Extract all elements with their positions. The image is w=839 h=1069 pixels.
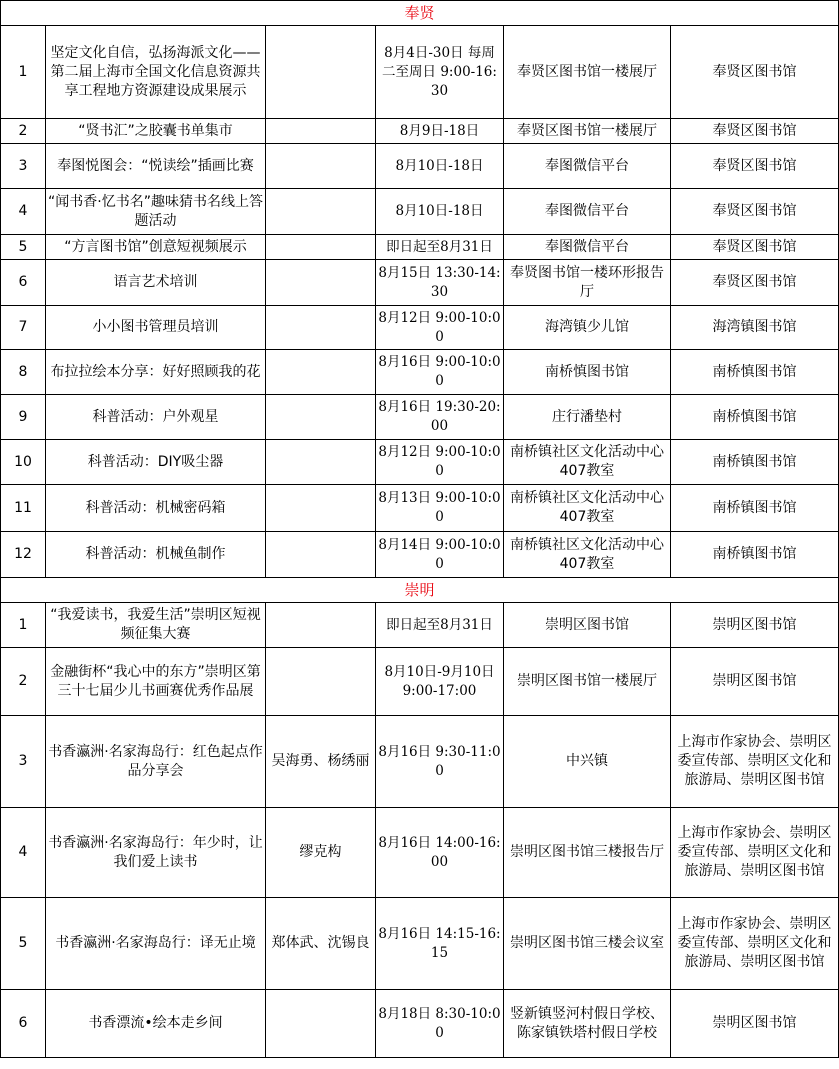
event-organizer: 南桥镇图书馆 [671,485,839,532]
event-venue: 崇明区图书馆三楼会议室 [504,898,671,990]
row-number: 5 [1,898,46,990]
event-organizer: 奉贤区图书馆 [671,235,839,260]
row-number: 1 [1,26,46,119]
event-speaker [266,990,376,1058]
event-speaker [266,119,376,144]
event-organizer: 崇明区图书馆 [671,990,839,1058]
row-number: 4 [1,808,46,898]
event-time: 即日起至8月31日 [376,235,504,260]
event-venue: 南桥镇社区文化活动中心407教室 [504,485,671,532]
event-time: 8月9日-18日 [376,119,504,144]
table-row [1,144,839,189]
event-name: 书香漂流•绘本走乡间 [46,990,266,1058]
event-venue: 南桥镇社区文化活动中心407教室 [504,440,671,485]
row-number: 4 [1,189,46,235]
event-venue: 崇明区图书馆三楼报告厅 [504,808,671,898]
event-organizer: 崇明区图书馆 [671,648,839,716]
event-organizer: 奉贤区图书馆 [671,26,839,119]
event-speaker [266,485,376,532]
event-venue: 南桥慎图书馆 [504,350,671,395]
row-number: 1 [1,603,46,648]
event-time: 8月10日-18日 [376,189,504,235]
event-name: 奉图悦图会：“悦读绘”插画比赛 [46,144,266,189]
event-venue: 南桥镇社区文化活动中心407教室 [504,532,671,578]
event-time: 8月4日-30日 每周二至周日 9:00-16:30 [376,26,504,119]
row-number: 7 [1,306,46,350]
event-time: 8月16日 14:00-16:00 [376,808,504,898]
event-time: 8月10日-18日 [376,144,504,189]
table-row [1,990,839,1058]
row-number: 3 [1,144,46,189]
table-row [1,395,839,440]
event-name: 语言艺术培训 [46,260,266,306]
event-name: 小小图书管理员培训 [46,306,266,350]
event-organizer: 南桥慎图书馆 [671,395,839,440]
event-organizer: 奉贤区图书馆 [671,119,839,144]
section-title: 奉贤 [1,1,839,26]
event-speaker [266,603,376,648]
table-row [1,26,839,119]
event-time: 8月12日 9:00-10:00 [376,440,504,485]
event-organizer: 南桥镇图书馆 [671,440,839,485]
table-row [1,603,839,648]
row-number: 6 [1,990,46,1058]
table-row [1,350,839,395]
event-speaker [266,532,376,578]
event-time: 8月14日 9:00-10:00 [376,532,504,578]
event-organizer: 南桥镇图书馆 [671,532,839,578]
event-organizer: 上海市作家协会、崇明区委宣传部、崇明区文化和旅游局、崇明区图书馆 [671,808,839,898]
event-speaker: 吴海勇、杨绣丽 [266,716,376,808]
event-organizer: 崇明区图书馆 [671,603,839,648]
event-name: 坚定文化自信，弘扬海派文化——第二届上海市全国文化信息资源共享工程地方资源建设成果展示 [46,26,266,119]
table-row [1,440,839,485]
event-time: 8月16日 19:30-20:00 [376,395,504,440]
row-number: 8 [1,350,46,395]
event-organizer: 奉贤区图书馆 [671,189,839,235]
event-time: 8月12日 9:00-10:00 [376,306,504,350]
event-speaker [266,235,376,260]
event-speaker: 缪克构 [266,808,376,898]
event-organizer: 上海市作家协会、崇明区委宣传部、崇明区文化和旅游局、崇明区图书馆 [671,898,839,990]
event-name: 科普活动：机械密码箱 [46,485,266,532]
event-name: 书香瀛洲·名家海岛行：译无止境 [46,898,266,990]
event-speaker [266,189,376,235]
event-speaker [266,350,376,395]
table-row [1,808,839,898]
event-venue: 庄行潘垫村 [504,395,671,440]
event-organizer: 海湾镇图书馆 [671,306,839,350]
row-number: 2 [1,119,46,144]
event-speaker [266,26,376,119]
event-venue: 竖新镇竖河村假日学校、陈家镇铁塔村假日学校 [504,990,671,1058]
event-speaker [266,144,376,189]
table-row [1,260,839,306]
section-header-fengxian [1,1,839,26]
table-row [1,532,839,578]
event-venue: 中兴镇 [504,716,671,808]
event-speaker [266,440,376,485]
table-row [1,189,839,235]
event-name: 布拉拉绘本分享：好好照顾我的花 [46,350,266,395]
event-venue: 奉贤区图书馆一楼展厅 [504,119,671,144]
event-speaker [266,648,376,716]
section-title: 崇明 [1,578,839,603]
event-venue: 海湾镇少儿馆 [504,306,671,350]
event-speaker [266,260,376,306]
event-organizer: 上海市作家协会、崇明区委宣传部、崇明区文化和旅游局、崇明区图书馆 [671,716,839,808]
event-venue: 奉贤图书馆一楼环形报告厅 [504,260,671,306]
event-time: 8月13日 9:00-10:00 [376,485,504,532]
event-name: “闻书香·忆书名”趣味猜书名线上答题活动 [46,189,266,235]
row-number: 11 [1,485,46,532]
event-time: 8月16日 9:30-11:00 [376,716,504,808]
event-venue: 崇明区图书馆 [504,603,671,648]
event-venue: 奉图微信平台 [504,144,671,189]
event-organizer: 南桥慎图书馆 [671,350,839,395]
event-time: 8月16日 9:00-10:00 [376,350,504,395]
event-name: 科普活动：户外观星 [46,395,266,440]
event-name: “方言图书馆”创意短视频展示 [46,235,266,260]
section-header-chongming [1,578,839,603]
event-name: 科普活动：DIY吸尘器 [46,440,266,485]
event-time: 8月16日 14:15-16:15 [376,898,504,990]
row-number: 2 [1,648,46,716]
event-name: 书香瀛洲·名家海岛行：红色起点作品分享会 [46,716,266,808]
event-venue: 崇明区图书馆一楼展厅 [504,648,671,716]
row-number: 9 [1,395,46,440]
table-row [1,648,839,716]
table-row [1,119,839,144]
event-venue: 奉贤区图书馆一楼展厅 [504,26,671,119]
event-time: 8月18日 8:30-10:00 [376,990,504,1058]
event-name: 科普活动：机械鱼制作 [46,532,266,578]
row-number: 6 [1,260,46,306]
event-name: “贤书汇”之胶囊书单集市 [46,119,266,144]
table-row [1,485,839,532]
row-number: 12 [1,532,46,578]
event-name: 金融街杯“我心中的东方”崇明区第三十七届少儿书画赛优秀作品展 [46,648,266,716]
event-speaker [266,306,376,350]
event-speaker: 郑体武、沈锡良 [266,898,376,990]
table-row [1,898,839,990]
event-time: 8月10日-9月10日 9:00-17:00 [376,648,504,716]
event-venue: 奉图微信平台 [504,189,671,235]
table-row [1,716,839,808]
event-venue: 奉图微信平台 [504,235,671,260]
row-number: 5 [1,235,46,260]
table-row [1,235,839,260]
event-organizer: 奉贤区图书馆 [671,260,839,306]
event-time: 8月15日 13:30-14:30 [376,260,504,306]
row-number: 3 [1,716,46,808]
table-row [1,306,839,350]
event-time: 即日起至8月31日 [376,603,504,648]
event-speaker [266,395,376,440]
event-name: 书香瀛洲·名家海岛行：年少时，让我们爱上读书 [46,808,266,898]
event-organizer: 奉贤区图书馆 [671,144,839,189]
row-number: 10 [1,440,46,485]
event-name: “我爱读书，我爱生活”崇明区短视频征集大赛 [46,603,266,648]
